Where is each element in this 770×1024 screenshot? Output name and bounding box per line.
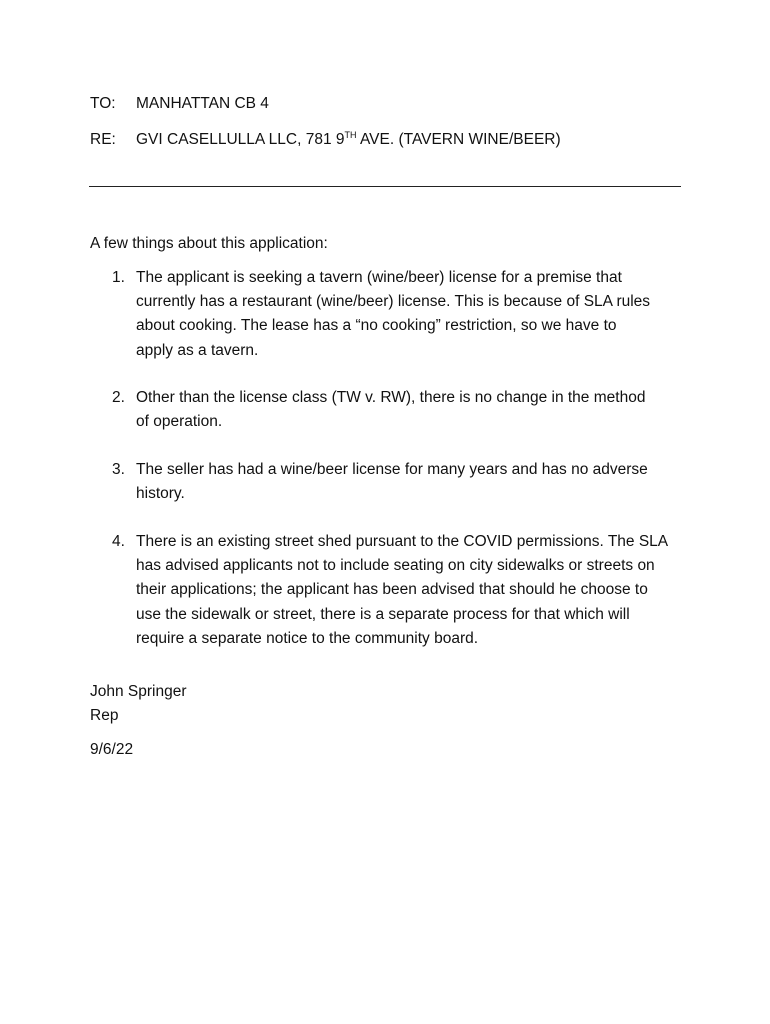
list-item-line: currently has a restaurant (wine/beer) license. This is because of SLA rules: [136, 293, 651, 311]
list-item-line: their applications; the applicant has been advised that should he choose to: [136, 581, 648, 599]
to-label: TO:: [90, 95, 116, 112]
re-value-superscript: TH: [344, 130, 357, 140]
list-item-line: The applicant is seeking a tavern (wine/beer) license for a premise that: [136, 269, 622, 286]
list-item-number: 2.: [112, 389, 125, 406]
list-item-number: 4.: [112, 533, 125, 550]
list-item-line: require a separate notice to the community board.: [136, 629, 479, 647]
re-label: RE:: [90, 131, 116, 148]
list-item-line: Other than the license class (TW v. RW), there is no change in the method: [136, 389, 646, 406]
list-item-number: 3.: [112, 461, 125, 478]
signature-title: Rep: [90, 707, 119, 724]
list-item-line: of operation.: [136, 413, 223, 431]
list-item-text: [136, 530, 682, 651]
signature-date: 9/6/22: [90, 741, 134, 758]
to-value: MANHATTAN CB 4: [136, 95, 269, 112]
list-item-line: There is an existing street shed pursuant to the COVID permissions. The SLA: [136, 533, 669, 550]
list-item-text: [136, 386, 682, 434]
header-divider: [89, 186, 681, 187]
intro-text: A few things about this application:: [90, 235, 328, 252]
list-item-text: [136, 266, 682, 363]
re-value-suffix: AVE. (TAVERN WINE/BEER): [356, 131, 561, 148]
list-item-line: history.: [136, 485, 185, 503]
list-item-line: has advised applicants not to include seating on city sidewalks or streets on: [136, 557, 655, 575]
list-item-text: [136, 458, 682, 506]
list-item-line: The seller has had a wine/beer license for many years and has no adverse: [136, 461, 648, 478]
list-item-line: about cooking. The lease has a “no cooking” restriction, so we have to: [136, 317, 617, 335]
to-line: [90, 95, 690, 113]
list-item-line: use the sidewalk or street, there is a separate process for that which will: [136, 605, 630, 623]
signature-name: John Springer: [90, 683, 187, 700]
list-item-line: apply as a tavern.: [136, 341, 259, 359]
re-line: [90, 130, 690, 149]
re-value-prefix: GVI CASELLULLA LLC, 781 9: [136, 131, 345, 148]
list-item-number: 1.: [112, 269, 125, 286]
